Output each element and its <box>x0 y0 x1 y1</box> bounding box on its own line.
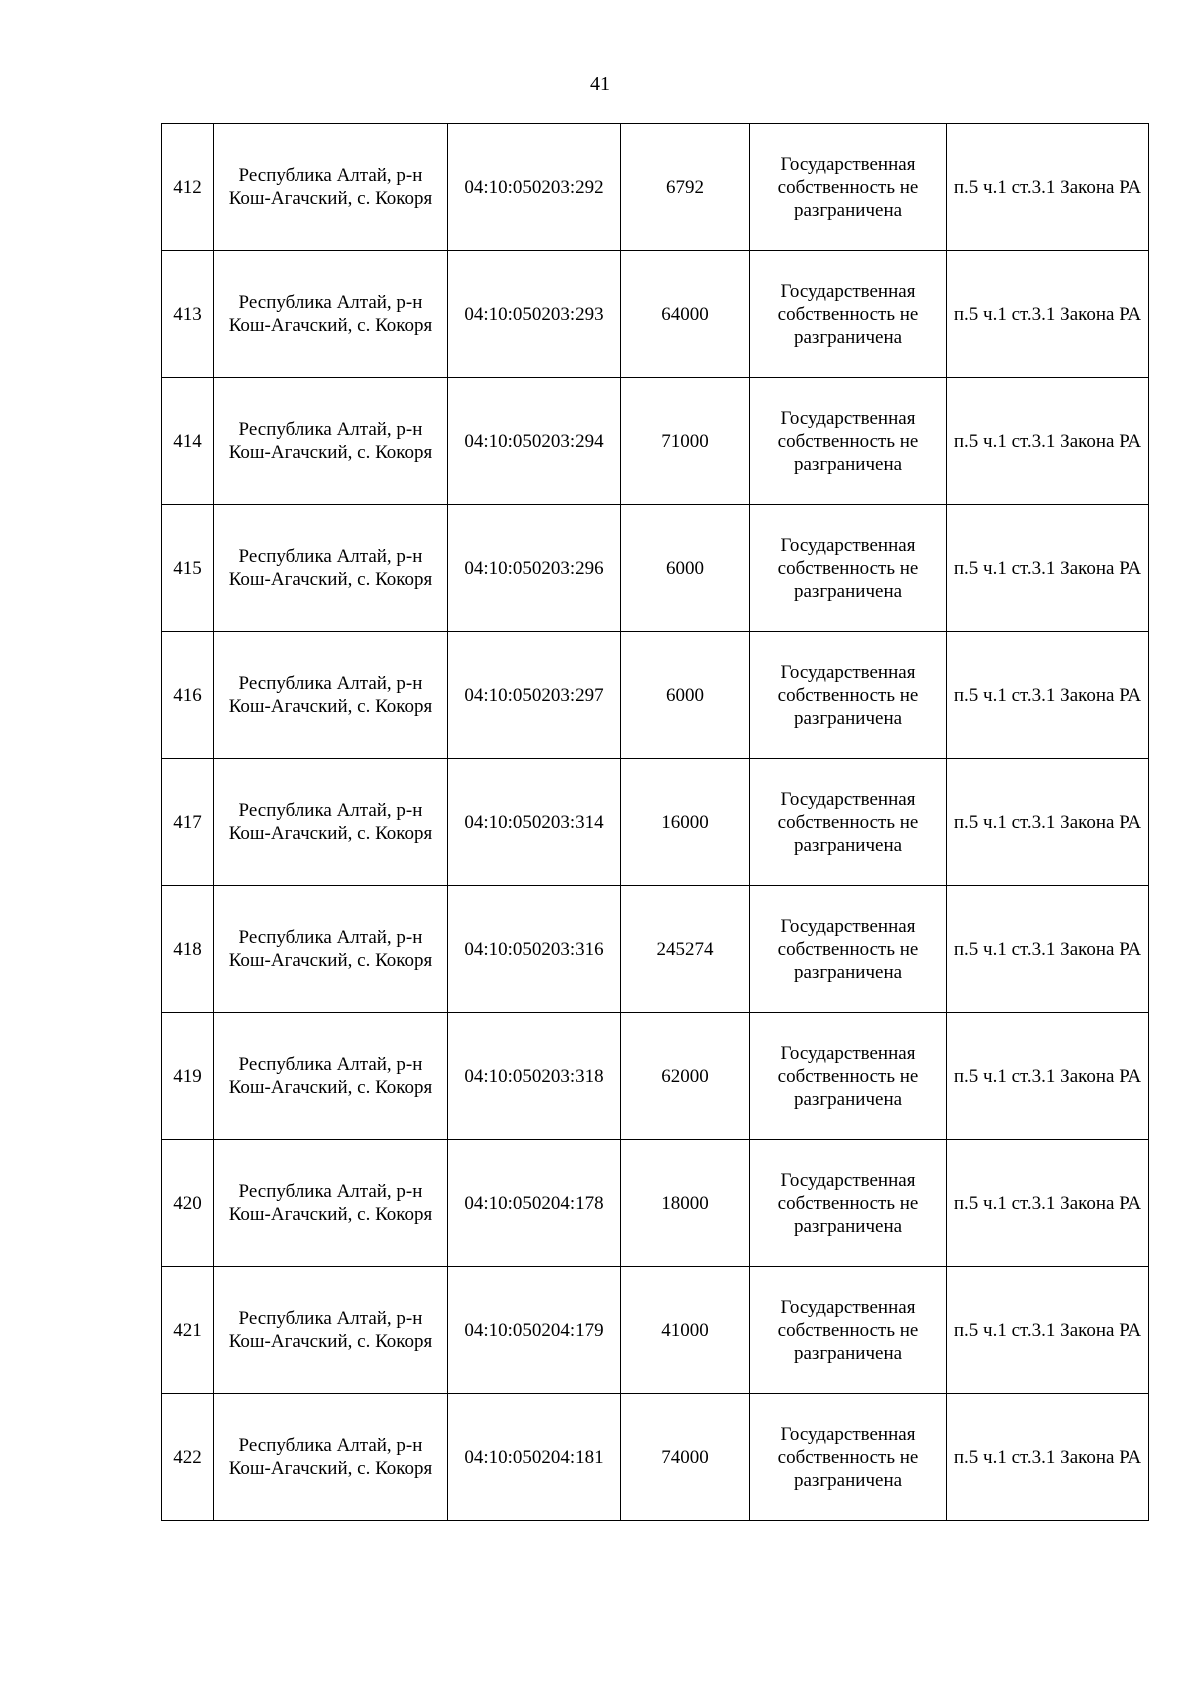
ownership-cell: Государственная собственность не разграничена <box>750 1140 947 1267</box>
table-row <box>162 1267 1149 1394</box>
cadastral-number-cell: 04:10:050204:179 <box>448 1267 621 1394</box>
area-cell: 64000 <box>621 251 750 378</box>
area-cell: 6000 <box>621 505 750 632</box>
ownership-cell: Государственная собственность не разграничена <box>750 124 947 251</box>
row-number: 417 <box>162 759 214 886</box>
address-cell: Республика Алтай, р-н Кош-Агачский, с. Кокоря <box>214 1267 448 1394</box>
table-row <box>162 505 1149 632</box>
cadastral-number-cell: 04:10:050203:316 <box>448 886 621 1013</box>
legal-basis-cell: п.5 ч.1 ст.3.1 Закона РА <box>947 1267 1149 1394</box>
address-cell: Республика Алтай, р-н Кош-Агачский, с. Кокоря <box>214 124 448 251</box>
cadastral-number-cell: 04:10:050203:296 <box>448 505 621 632</box>
legal-basis-cell: п.5 ч.1 ст.3.1 Закона РА <box>947 505 1149 632</box>
address-cell: Республика Алтай, р-н Кош-Агачский, с. Кокоря <box>214 378 448 505</box>
cadastral-number-cell: 04:10:050203:297 <box>448 632 621 759</box>
legal-basis-cell: п.5 ч.1 ст.3.1 Закона РА <box>947 1140 1149 1267</box>
legal-basis-cell: п.5 ч.1 ст.3.1 Закона РА <box>947 251 1149 378</box>
legal-basis-cell: п.5 ч.1 ст.3.1 Закона РА <box>947 632 1149 759</box>
legal-basis-cell: п.5 ч.1 ст.3.1 Закона РА <box>947 378 1149 505</box>
address-cell: Республика Алтай, р-н Кош-Агачский, с. Кокоря <box>214 632 448 759</box>
table-row <box>162 1013 1149 1140</box>
address-cell: Республика Алтай, р-н Кош-Агачский, с. Кокоря <box>214 1394 448 1521</box>
area-cell: 41000 <box>621 1267 750 1394</box>
address-cell: Республика Алтай, р-н Кош-Агачский, с. Кокоря <box>214 886 448 1013</box>
ownership-cell: Государственная собственность не разграничена <box>750 1267 947 1394</box>
address-cell: Республика Алтай, р-н Кош-Агачский, с. Кокоря <box>214 251 448 378</box>
ownership-cell: Государственная собственность не разграничена <box>750 886 947 1013</box>
address-cell: Республика Алтай, р-н Кош-Агачский, с. Кокоря <box>214 505 448 632</box>
ownership-cell: Государственная собственность не разграничена <box>750 632 947 759</box>
area-cell: 16000 <box>621 759 750 886</box>
area-cell: 74000 <box>621 1394 750 1521</box>
cadastral-number-cell: 04:10:050204:181 <box>448 1394 621 1521</box>
land-plots-table <box>161 123 1149 1521</box>
legal-basis-cell: п.5 ч.1 ст.3.1 Закона РА <box>947 124 1149 251</box>
table-row <box>162 1394 1149 1521</box>
row-number: 414 <box>162 378 214 505</box>
area-cell: 71000 <box>621 378 750 505</box>
row-number: 420 <box>162 1140 214 1267</box>
table-row <box>162 886 1149 1013</box>
area-cell: 62000 <box>621 1013 750 1140</box>
cadastral-number-cell: 04:10:050203:293 <box>448 251 621 378</box>
row-number: 413 <box>162 251 214 378</box>
table-row <box>162 1140 1149 1267</box>
row-number: 416 <box>162 632 214 759</box>
row-number: 415 <box>162 505 214 632</box>
legal-basis-cell: п.5 ч.1 ст.3.1 Закона РА <box>947 1394 1149 1521</box>
row-number: 412 <box>162 124 214 251</box>
table-row <box>162 759 1149 886</box>
row-number: 421 <box>162 1267 214 1394</box>
ownership-cell: Государственная собственность не разграничена <box>750 1394 947 1521</box>
area-cell: 18000 <box>621 1140 750 1267</box>
row-number: 419 <box>162 1013 214 1140</box>
table-row <box>162 251 1149 378</box>
ownership-cell: Государственная собственность не разграничена <box>750 378 947 505</box>
table-row <box>162 124 1149 251</box>
area-cell: 245274 <box>621 886 750 1013</box>
address-cell: Республика Алтай, р-н Кош-Агачский, с. Кокоря <box>214 1013 448 1140</box>
address-cell: Республика Алтай, р-н Кош-Агачский, с. Кокоря <box>214 1140 448 1267</box>
cadastral-number-cell: 04:10:050203:292 <box>448 124 621 251</box>
cadastral-number-cell: 04:10:050203:318 <box>448 1013 621 1140</box>
row-number: 418 <box>162 886 214 1013</box>
area-cell: 6000 <box>621 632 750 759</box>
ownership-cell: Государственная собственность не разграничена <box>750 1013 947 1140</box>
cadastral-number-cell: 04:10:050203:314 <box>448 759 621 886</box>
ownership-cell: Государственная собственность не разграничена <box>750 759 947 886</box>
row-number: 422 <box>162 1394 214 1521</box>
ownership-cell: Государственная собственность не разграничена <box>750 251 947 378</box>
ownership-cell: Государственная собственность не разграничена <box>750 505 947 632</box>
legal-basis-cell: п.5 ч.1 ст.3.1 Закона РА <box>947 759 1149 886</box>
page-number: 41 <box>590 73 610 95</box>
legal-basis-cell: п.5 ч.1 ст.3.1 Закона РА <box>947 1013 1149 1140</box>
address-cell: Республика Алтай, р-н Кош-Агачский, с. Кокоря <box>214 759 448 886</box>
table-row <box>162 378 1149 505</box>
cadastral-number-cell: 04:10:050204:178 <box>448 1140 621 1267</box>
legal-basis-cell: п.5 ч.1 ст.3.1 Закона РА <box>947 886 1149 1013</box>
table-row <box>162 632 1149 759</box>
area-cell: 6792 <box>621 124 750 251</box>
cadastral-number-cell: 04:10:050203:294 <box>448 378 621 505</box>
